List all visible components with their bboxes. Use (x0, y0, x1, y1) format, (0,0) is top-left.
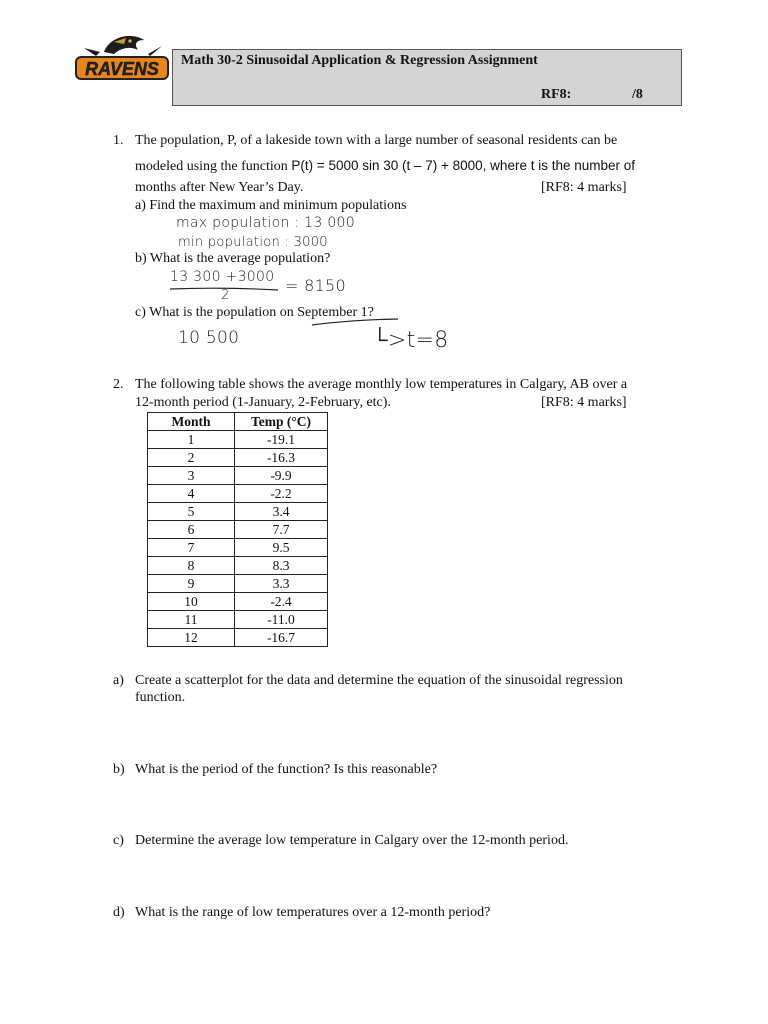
q1c-text: c) What is the population on September 1? (135, 305, 374, 320)
temp-cell: -11.0 (235, 611, 328, 629)
rf-label: RF8: (541, 87, 572, 102)
temp-cell: 3.3 (235, 575, 328, 593)
q2d-text: What is the range of low temperatures over a 12-month period? (135, 905, 491, 920)
month-cell: 5 (148, 503, 235, 521)
table-row (148, 467, 328, 485)
q1-function: P(t) = 5000 sin 30 (t – 7) + 8000, where t is the number of (291, 158, 636, 173)
q2a-line1: Create a scatterplot for the data and determine the equation of the sinusoidal regression (135, 673, 623, 688)
q1a-text: a) Find the maximum and minimum populations (135, 198, 407, 213)
page-title: Math 30-2 Sinusoidal Application & Regression Assignment (181, 53, 538, 68)
q2-line2: 12-month period (1-January, 2-February, etc). (135, 395, 391, 410)
q1-line3: months after New Year’s Day. (135, 180, 304, 195)
q2-line1: The following table shows the average monthly low temperatures in Calgary, AB over a (135, 377, 628, 392)
q2c-label: c) (113, 833, 124, 848)
q1-line2-start: modeled using the function (135, 159, 292, 174)
q2-marks: [RF8: 4 marks] (541, 395, 627, 410)
header-temp: Temp (°C) (235, 413, 328, 431)
table-row (148, 503, 328, 521)
total-mark: /8 (632, 87, 643, 102)
month-cell: 4 (148, 485, 235, 503)
q1c-hw-answer: 10 500 (178, 328, 240, 348)
q2c-text: Determine the average low temperature in Calgary over the 12-month period. (135, 833, 569, 848)
month-cell: 12 (148, 629, 235, 647)
q2b-label: b) (113, 762, 125, 777)
q1b-hw-numerator: 13 300 +3000 (170, 269, 275, 285)
q2a-line2: function. (135, 690, 186, 705)
table-row (148, 611, 328, 629)
table-row (148, 539, 328, 557)
temperature-table (147, 412, 328, 647)
month-cell: 9 (148, 575, 235, 593)
q1-marks: [RF8: 4 marks] (541, 180, 627, 195)
temp-cell: -16.3 (235, 449, 328, 467)
month-cell: 6 (148, 521, 235, 539)
temp-cell: -19.1 (235, 431, 328, 449)
logo-text: RAVENS (85, 59, 159, 79)
q1a-handwriting-max: max population : 13 000 (176, 215, 355, 231)
header-box (172, 49, 682, 106)
month-cell: 7 (148, 539, 235, 557)
temp-cell: 7.7 (235, 521, 328, 539)
table-row (148, 575, 328, 593)
q2d-label: d) (113, 905, 125, 920)
month-cell: 10 (148, 593, 235, 611)
q1-number: 1. (113, 133, 124, 148)
q1a-handwriting-min: min population : 3000 (178, 235, 328, 250)
q1c-hw-note: └>t=8 (372, 328, 449, 353)
temp-cell: -9.9 (235, 467, 328, 485)
temp-cell: -16.7 (235, 629, 328, 647)
table-header-row (148, 413, 328, 431)
q2b-text: What is the period of the function? Is this reasonable? (135, 762, 438, 777)
temp-cell: -2.2 (235, 485, 328, 503)
month-cell: 8 (148, 557, 235, 575)
q1-line2 (135, 158, 635, 175)
q1b-hw-result: = 8150 (285, 276, 347, 295)
q2-number: 2. (113, 377, 124, 392)
month-cell: 2 (148, 449, 235, 467)
temp-cell: 9.5 (235, 539, 328, 557)
table-row (148, 485, 328, 503)
temp-cell: 8.3 (235, 557, 328, 575)
table-row (148, 629, 328, 647)
temp-cell: -2.4 (235, 593, 328, 611)
table-row (148, 557, 328, 575)
table-row (148, 521, 328, 539)
month-cell: 11 (148, 611, 235, 629)
q2a-label: a) (113, 673, 124, 688)
q1b-hw-denominator: 2 (221, 288, 230, 303)
temp-cell: 3.4 (235, 503, 328, 521)
q1b-text: b) What is the average population? (135, 251, 331, 266)
q1-line1: The population, P, of a lakeside town with a large number of seasonal residents can be (135, 133, 618, 148)
month-cell: 3 (148, 467, 235, 485)
month-cell: 1 (148, 431, 235, 449)
ravens-logo (74, 30, 170, 84)
table-row (148, 431, 328, 449)
table-row (148, 593, 328, 611)
table-row (148, 449, 328, 467)
header-month: Month (148, 413, 235, 431)
